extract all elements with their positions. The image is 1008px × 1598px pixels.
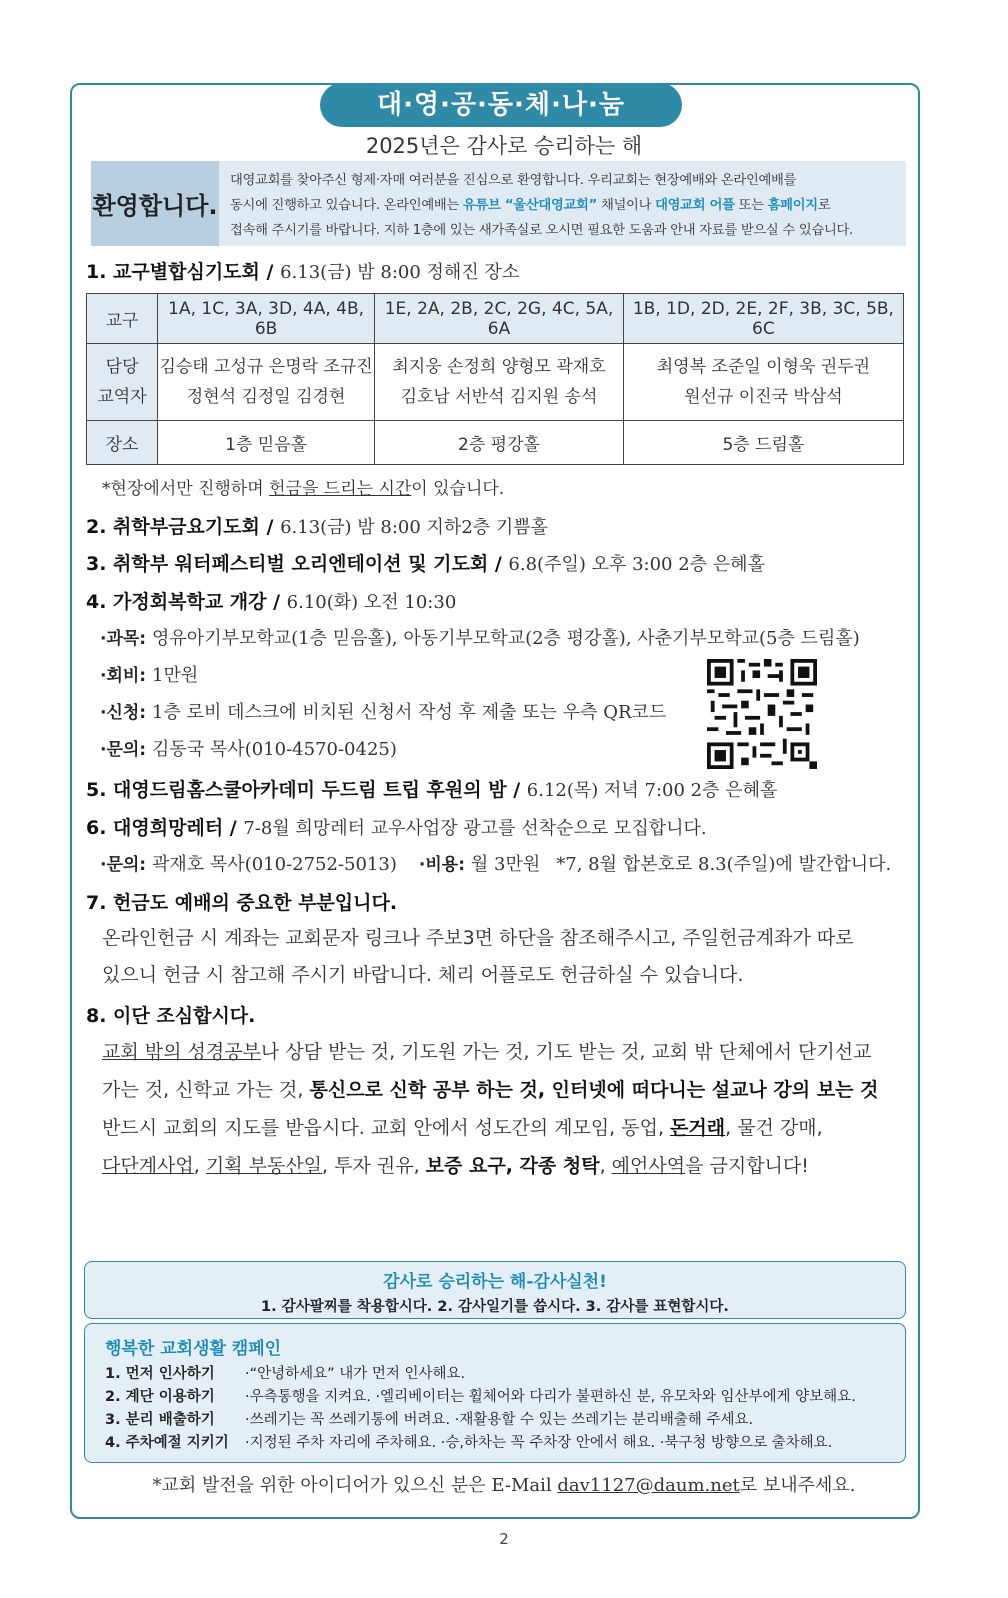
gratitude-desc: 1. 감사팔찌를 착용합시다. 2. 감사일기를 씁시다. 3. 감사를 표현합시다. (261, 1299, 729, 1315)
item-2: 2. 취학부금요기도회 / 6.13(금) 밤 8:00 지하2층 기쁨홀 (86, 516, 549, 538)
footer-note: *교회 발전을 위한 아이디어가 있으신 분은 E-Mail dav1127@daum.net로 보내주세요. (152, 1475, 856, 1496)
item-8: 8. 이단 조심합시다. (86, 1005, 256, 1027)
item-1-note: *현장에서만 진행하며 헌금을 드리는 시간이 있습니다. (102, 479, 505, 499)
item-6: 6. 대영희망레터 / 7-8월 희망레터 교우사업장 광고를 선착순으로 모집합니다. (86, 817, 707, 839)
item-6-details: ·문의: 곽재호 목사(010-2752-5013) ·비용: 월 3만원 *7, 8월 합본호로 8.3(주일)에 발간합니다. (100, 854, 892, 875)
place-cell: 1층 믿음홀 (158, 421, 375, 465)
app-link[interactable]: 대영교회 어플 (655, 198, 735, 213)
place-cell: 5층 드림홀 (623, 421, 903, 465)
minister-cell: 최영복 조준일 이형욱 권두권 원선규 이진국 박삼석 (623, 344, 903, 421)
campaign-box (84, 1323, 906, 1463)
welcome-title: 환영합니다. (91, 161, 219, 246)
place-cell: 2층 평강홀 (375, 421, 624, 465)
gratitude-box (84, 1261, 906, 1319)
district-cell: 1B, 1D, 2D, 2E, 2F, 3B, 3C, 5B, 6C (623, 294, 903, 344)
item-8-line-3: 반드시 교회의 지도를 받읍시다. 교회 안에서 성도간의 계모임, 동업, 돈거래, 물건 강매, (102, 1117, 823, 1139)
page-number: 2 (499, 1530, 509, 1548)
welcome-line-1: 대영교회를 찾아주신 형제·자매 여러분을 진심으로 환영합니다. 우리교회는 현장예배와 온라인예배를 (230, 173, 797, 188)
item-4-contact: ·문의: 김동국 목사(010-4570-0425) (100, 739, 397, 760)
gratitude-title: 감사로 승리하는 해-감사실천! (383, 1272, 607, 1292)
minister-cell: 최지웅 손정희 양형모 곽재호 김호남 서반석 김지원 송석 (375, 344, 624, 421)
item-4-course: ·과목: 영유아기부모학교(1층 믿음홀), 아동기부모학교(2층 평강홀), 사춘기부모학교(5층 드림홀) (100, 628, 860, 649)
welcome-text (230, 168, 902, 243)
campaign-row: 3. 분리 배출하기 ·쓰레기는 꼭 쓰레기통에 버려요. ·재활용할 수 있는 쓰레기는 분리배출해 주세요. (105, 1412, 754, 1428)
youtube-link[interactable]: 유튜브 “울산대영교회” (462, 198, 598, 213)
item-7-line-1: 온라인헌금 시 계좌는 교회문자 링크나 주보3면 하단을 참조해주시고, 주일헌금계좌가 따로 (102, 927, 854, 949)
item-7-line-2: 있으니 헌금 시 참고해 주시기 바랍니다. 체리 어플로도 헌금하실 수 있습니다. (102, 964, 744, 986)
item-5: 5. 대영드림홈스쿨아카데미 두드림 트립 후원의 밤 / 6.12(목) 저녁 7:00 2층 은혜홀 (86, 779, 778, 801)
email-link[interactable]: dav1127@daum.net (557, 1475, 740, 1496)
item-1: 1. 교구별합심기도회 / 6.13(금) 밤 8:00 정해진 장소 (86, 261, 520, 283)
item-3: 3. 취학부 워터페스티벌 오리엔테이션 및 기도회 / 6.8(주일) 오후 3:00 2층 은혜홀 (86, 553, 765, 575)
row-header-district: 교구 (87, 294, 158, 344)
item-7: 7. 헌금도 예배의 중요한 부분입니다. (86, 892, 398, 914)
section-title-pill: 대·영·공·동·체·나·눔 (320, 83, 682, 127)
item-4: 4. 가정회복학교 개강 / 6.10(화) 오전 10:30 (86, 591, 457, 613)
row-header-minister: 담당 교역자 (87, 344, 158, 421)
item-4-apply: ·신청: 1층 로비 데스크에 비치된 신청서 작성 후 제출 또는 우측 QR코드 (100, 702, 667, 723)
minister-cell: 김승태 고성규 은명락 조규진 정현석 김정일 김경현 (158, 344, 375, 421)
qr-code-icon[interactable] (707, 659, 817, 769)
item-8-line-1: 교회 밖의 성경공부나 상담 받는 것, 기도원 가는 것, 기도 받는 것, 교회 밖 단체에서 단기선교 (102, 1041, 872, 1063)
row-header-place: 장소 (87, 421, 158, 465)
item-8-line-2: 가는 것, 신학교 가는 것, 통신으로 신학 공부 하는 것, 인터넷에 떠다니는 설교나 강의 보는 것 (102, 1079, 879, 1101)
welcome-line-3: 접속해 주시기를 바랍니다. 지하 1층에 있는 새가족실로 오시면 필요한 도움과 안내 자료를 받으실 수 있습니다. (230, 223, 853, 238)
district-table (86, 293, 904, 465)
campaign-row: 4. 주차예절 지키기 ·지정된 주차 자리에 주차해요. ·승,하차는 꼭 주차장 안에서 해요. ·북구청 방향으로 출차해요. (105, 1435, 833, 1451)
item-4-fee: ·회비: 1만원 (100, 665, 199, 686)
district-cell: 1A, 1C, 3A, 3D, 4A, 4B, 6B (158, 294, 375, 344)
welcome-box (91, 161, 906, 246)
welcome-line-2: 동시에 진행하고 있습니다. 온라인예배는 유튜브 “울산대영교회” 채널이나 대영교회 어플 또는 홈페이지로 (230, 198, 831, 213)
campaign-row: 1. 먼저 인사하기 ·“안녕하세요” 내가 먼저 인사해요. (105, 1366, 466, 1382)
homepage-link[interactable]: 홈페이지 (767, 198, 818, 213)
year-theme: 2025년은 감사로 승리하는 해 (365, 134, 643, 158)
district-cell: 1E, 2A, 2B, 2C, 2G, 4C, 5A, 6A (375, 294, 624, 344)
campaign-row: 2. 계단 이용하기 ·우측통행을 지켜요. ·엘리베이터는 휠체어와 다리가 불편하신 분, 유모차와 임산부에게 양보해요. (105, 1389, 856, 1405)
item-8-line-4: 다단계사업, 기획 부동산일, 투자 권유, 보증 요구, 각종 청탁, 예언사역을 금지합니다! (102, 1155, 809, 1177)
campaign-title: 행복한 교회생활 캠페인 (105, 1339, 282, 1359)
